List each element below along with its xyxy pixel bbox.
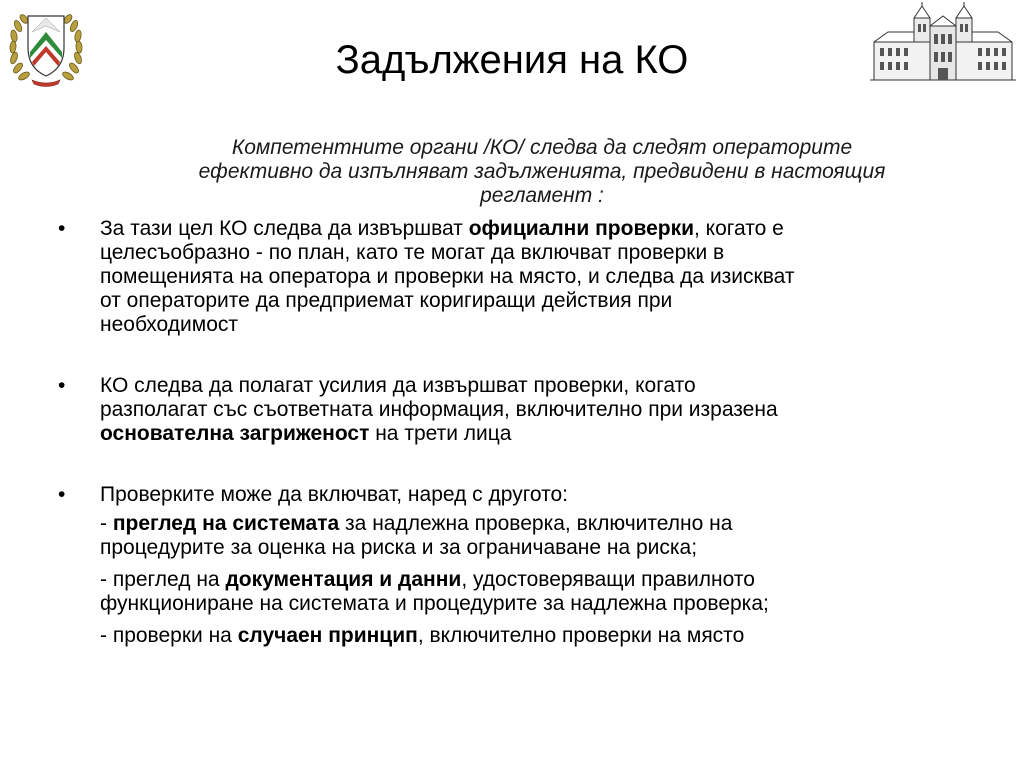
text-run: , когато е [694, 217, 784, 240]
bullet-text-line: помещенията на оператора и проверки на място, и следва да изискват [100, 265, 795, 288]
sub-text-line [100, 568, 978, 592]
intro-paragraph [128, 136, 956, 208]
intro-line: Компетентните органи /КО/ следва да следят операторите [231, 136, 853, 159]
bold-text-run: основателна загриженост [100, 422, 370, 445]
bullet-item-official-checks [58, 217, 978, 337]
bold-text-run: официални проверки [468, 217, 695, 240]
slide-title: Задължения на КО [335, 38, 689, 82]
bold-text-run: случаен принцип [237, 624, 418, 647]
text-run: - преглед на [100, 568, 226, 591]
text-run: , удостоверяващи правилното [461, 568, 755, 591]
bullet-symbol: • [58, 374, 66, 397]
bullet-text-line: разполагат със съответната информация, включително при изразена [100, 398, 778, 421]
intro-line: ефективно да изпълняват задълженията, предвидени в настоящия [198, 160, 886, 183]
sub-text-line: функциониране на системата и процедурите за надлежна проверка; [100, 592, 769, 615]
bullet-text-line: КО следва да полагат усилия да извършват проверки, когато [100, 374, 696, 397]
bullet-text-line: необходимост [100, 313, 238, 336]
bold-text-run: документация и данни [225, 568, 462, 591]
bullet-item-check-contents [58, 483, 978, 507]
bullet-item-information-checks [58, 374, 978, 446]
bullet-text-line: от операторите да предприемат коригиращи действия при [100, 289, 673, 312]
text-run: на трети лица [369, 422, 512, 445]
bullet-symbol: • [58, 217, 66, 240]
sub-item-system-review [58, 512, 978, 560]
bullet-text-line [100, 217, 978, 241]
text-run: за надлежна проверка, включително на [339, 512, 733, 535]
bullet-text-line: целесъобразно - по план, като те могат да включват проверки в [100, 241, 725, 264]
sub-item-random-checks [58, 624, 978, 648]
text-run: За тази цел КО следва да извършват [100, 217, 469, 240]
bullet-symbol: • [58, 483, 66, 506]
sub-text-line [100, 624, 978, 648]
text-run: - [100, 512, 113, 535]
bullet-text-line [100, 422, 978, 446]
bullet-text-line: Проверките може да включват, наред с другото: [100, 483, 569, 506]
text-run: - проверки на [100, 624, 238, 647]
text-run: , включително проверки на място [417, 624, 745, 647]
intro-line: регламент : [480, 184, 604, 207]
bullet-list [58, 217, 978, 656]
sub-text-line: процедурите за оценка на риска и за ограничаване на риска; [100, 536, 698, 559]
sub-item-documentation-review [58, 568, 978, 616]
sub-text-line [100, 512, 978, 536]
bold-text-run: преглед на системата [112, 512, 340, 535]
